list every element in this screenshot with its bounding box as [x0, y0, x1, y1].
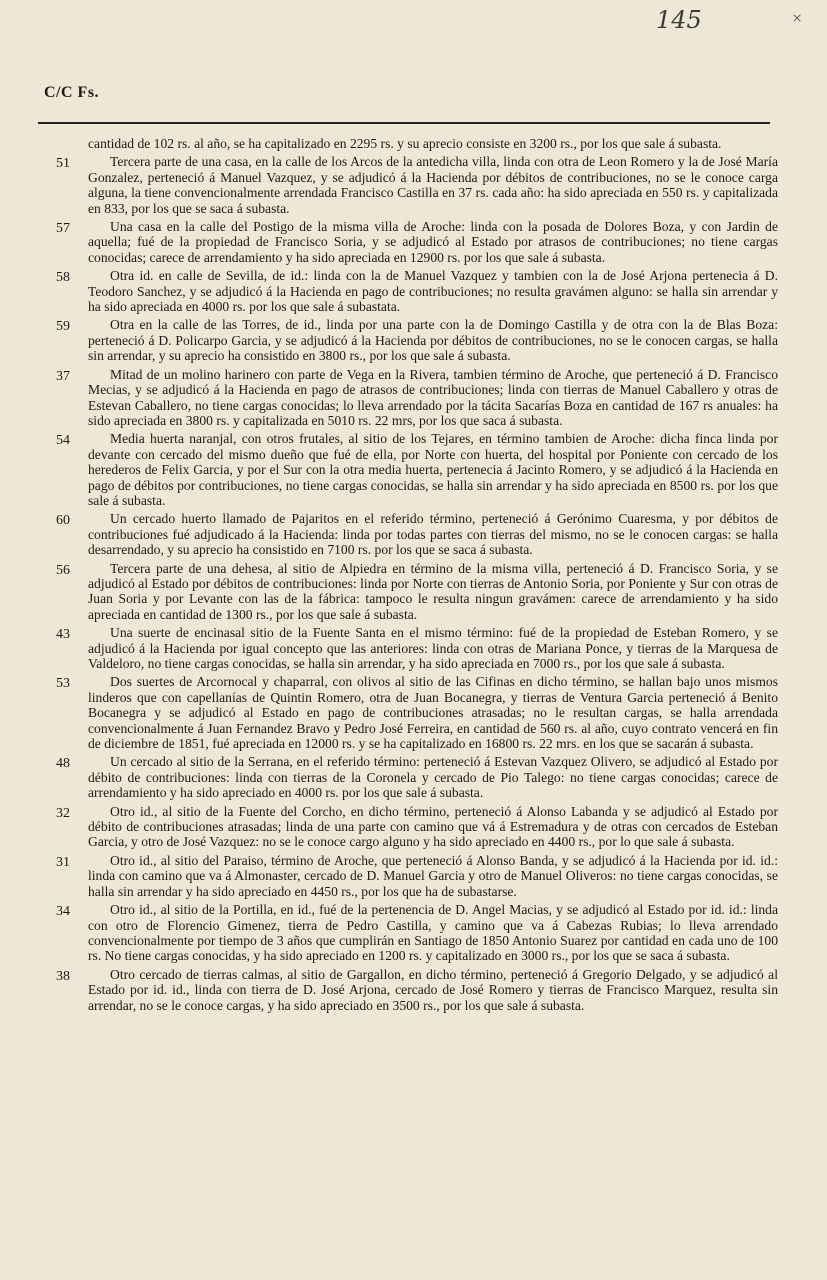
entry-text: Un cercado huerto llamado de Pajaritos en el referido término, perteneció á Gerónimo Cuaresma, y por débitos de contribuciones fué adjudicado á la Hacienda: linda por todas partes con tierras del mismo, no se le conocen cargas: se halla desarrendado, y su aprecio ha consistido en 7100 rs. por los que se saca á subasta. — [88, 511, 778, 558]
entry — [38, 674, 778, 751]
entry-text: Otro cercado de tierras calmas, al sitio de Gargallon, en dicho término, perteneció á Gregorio Delgado, y se adjudicó al Estado por id. id., linda con tierra de D. José Arjona, cercado de José Romero y tierras de Francisco Marquez, resulta sin arrendar, no se le conoce cargas, y ha sido apreciado en 3500 rs., por los que sale á subasta. — [88, 966, 778, 1013]
entry-text: Un cercado al sitio de la Serrana, en el referido término: perteneció á Estevan Vazquez Olivero, se adjudicó al Estado por débito de contribuciones: linda con tierras de la Coronela y cercado de Pio Talego: no tiene cargas conocidas; carece de arrendamiento y ha sido apreciado en 4000 rs. por los que sale á subasta. — [88, 754, 778, 801]
entry-number: 48 — [56, 756, 70, 772]
entry-number: 32 — [56, 805, 70, 821]
entry-number: 54 — [56, 433, 70, 449]
entry-text: Otra id. en calle de Sevilla, de id.: linda con la de Manuel Vazquez y tambien con la de José Arjona pertenecia á D. Teodoro Sanchez, y se adjudicó á la Hacienda en pago de contribuciones; no resulta gravámen alguno: se halla sin arrendar y ha sido apreciada en 4000 rs. por los que sale á subastata. — [88, 268, 778, 315]
entry — [38, 511, 778, 557]
entry-text: Otro id., al sitio de la Fuente del Corcho, en dicho término, perteneció á Alonso Labanda y se adjudicó al Estado por débito de contribuciones atrasadas; linda de una parte con camino que vá á Estremadura y de otras con cercados de Esteban Garcia, y otro de José Vazquez: no se le conoce cargo alguno y ha sido apreciado en 4400 rs., por lo que sale á subasta. — [88, 803, 778, 850]
entry-number: 51 — [56, 156, 70, 172]
entry-list — [38, 136, 778, 1016]
entry-text: Media huerta naranjal, con otros frutales, al sitio de los Tejares, en término tambien de Aroche: dicha finca linda por devante con cercado del mismo dueño que fué de ella, por Norte con huerta, del hospital por Poniente con cercado de los herederos de Felix Garcia, y por el Sur con la otra media huerta, pertenecia á Jacinto Romero, y se adjudicó á la Hacienda en pago de débitos por contribuciones, no tiene cargas conocidas, se halla sin arrendar y ha sido apreciada en 8500 rs. por los que sale á subasta. — [88, 431, 778, 508]
entry-number: 38 — [56, 968, 70, 984]
entry-text: Otro id., al sitio del Paraiso, término de Aroche, que perteneció á Alonso Banda, y se adjudicó á la Hacienda por id. id.: linda con camino que va á Almonaster, cercado de D. Manuel Garcia y otro de Manuel Oliveros: no tiene cargas conocidas, se halla sin arrendar y ha sido apreciado en 4450 rs., por los que ha de subastarse. — [88, 852, 778, 899]
entry-number: 57 — [56, 221, 70, 237]
entry — [38, 268, 778, 314]
entry — [38, 317, 778, 363]
entry-text: Una casa en la calle del Postigo de la misma villa de Aroche: linda con la posada de Dolores Boza, y con Jardin de aquella; fué de la propiedad de Francisco Soria, y se adjudicó al Estado por atrasos de contribuciones; no tiene cargas conocidas; carece de arrendamiento y ha sido apreciada en 12900 rs. por los que sale á subasta. — [88, 219, 778, 265]
entry — [38, 754, 778, 800]
entry — [38, 967, 778, 1013]
entry-text: Una suerte de encinasal sitio de la Fuente Santa en el mismo término: fué de la propiedad de Esteban Romero, y se adjudicó á la Hacienda por igual concepto que las anteriores: linda con otras de Mariana Ponce, y tierras de la Marquesa de Valdeloro, no tiene cargas conocidas, se halla sin arrendar, y ha sido apreciada en 7000 rs., por los que sale á subasta. — [88, 625, 778, 671]
entry-text: Otra en la calle de las Torres, de id., linda por una parte con la de Domingo Castilla y de otra con la de Blas Boza: perteneció á D. Policarpo Garcia, y se adjudicó á la Hacienda por débitos de contribuciones, no se le conocen cargas, se halla sin arrendar, y su aprecio ha consistido en 3800 rs., por los que sale á subasta. — [88, 317, 778, 364]
entry-number: 43 — [56, 627, 70, 643]
entry-number: 56 — [56, 562, 70, 578]
entry-text: Tercera parte de una casa, en la calle de los Arcos de la antedicha villa, linda con otra de Leon Romero y la de José María Gonzalez, perteneció á Manuel Vazquez, y se adjudicó á la Hacienda por débitos de contribuciones, no se le conoce carga alguna, la tiene convencionalmente arrendada Francisco Castilla en 37 rs. cada año: ha sido apreciada en 550 rs. y capitalizada en 833, por los que se saca á subasta. — [88, 154, 778, 216]
entry — [38, 219, 778, 265]
entry — [38, 902, 778, 964]
entry-text: Tercera parte de una dehesa, al sitio de Alpiedra en término de la misma villa, perteneció á D. Francisco Soria, y se adjudicó al Estado por débitos de contribuciones: linda por Norte con tierras de Antonio Soria, por Poniente y Sur con otras de Juan Soria y por Levante con las de la fábrica: tampoco le resulta ningun gravámen: carece de arrendamiento y ha sido apreciada en cantidad de 1300 rs., por los que sale á subasta. — [88, 560, 778, 622]
entry-number — [38, 136, 88, 138]
entry-number: 31 — [56, 854, 70, 870]
entry — [38, 804, 778, 850]
entry — [38, 431, 778, 508]
entry — [38, 367, 778, 429]
entry-number: 34 — [56, 904, 70, 920]
column-label: C/C Fs. — [44, 84, 100, 101]
entry-number: 60 — [56, 513, 70, 529]
corner-mark: × — [792, 8, 803, 28]
entry-number: 59 — [56, 319, 70, 335]
entry-number: 53 — [56, 676, 70, 692]
header-rule — [38, 122, 770, 124]
entry-text: cantidad de 102 rs. al año, se ha capitalizado en 2295 rs. y su aprecio consiste en 3200 rs., por los que sale á subasta. — [88, 136, 722, 151]
entry — [38, 625, 778, 671]
entry — [38, 154, 778, 216]
entry-number: 37 — [56, 368, 70, 384]
page-number: 145 — [656, 6, 702, 34]
entry — [38, 136, 778, 151]
entry — [38, 853, 778, 899]
entry-text: Mitad de un molino harinero con parte de Vega en la Rivera, tambien término de Aroche, que perteneció á D. Francisco Mecias, y se adjudicó á la Hacienda en pago de atrasos de contribuciones; linda con tierras de Manuel Caballero y otras de Estevan Caballero, no tiene cargas conocidas; lo lleva arrendado por la tácita Sacarías Boza en cantidad de 167 rs anuales: ha sido apreciada en 3800 rs. y capitalizada en 5010 rs. 22 mrs, por los que saca á subasta. — [88, 366, 778, 428]
entry-number: 58 — [56, 270, 70, 286]
entry-text: Otro id., al sitio de la Portilla, en id., fué de la pertenencia de D. Angel Macias, y se adjudicó al Estado por id. id.: linda con otro de Florencio Gimenez, tierra de Pedro Castilla, y camino que va á Cabezas Rubias; lo lleva arrendado convencionalmente por tiempo de 3 años que cumplirán en Santiago de 1850 Antonio Suarez por cantidad en cada uno de 100 rs. No tiene cargas conocidas, y ha sido apreciado en 1200 rs. y capitalizado en 3000 rs., por los que se saca á subasta. — [88, 902, 778, 964]
entry-text: Dos suertes de Arcornocal y chaparral, con olivos al sitio de las Cifinas en dicho término, se hallan bajo unos mismos linderos que con capellanías de Quintin Romero, otra de Juan Bocanegra, y tierras de Ventura Garcia perteneció á Benito Bocanegra y se adjudicó al Estado en pago de contribuciones atrasadas; no le resultan cargas, se halla arrendada convencionalmente á Juan Fernandez Bravo y Pedro José Ferreira, en cantidad de 560 rs. al año, cuyo contrato vencerá en fin de diciembre de 1851, fué apreciada en 12000 rs. y se ha capitalizado en 16800 rs. 22 mrs. en los que se sacarán á subasta. — [88, 674, 778, 752]
entry — [38, 561, 778, 623]
